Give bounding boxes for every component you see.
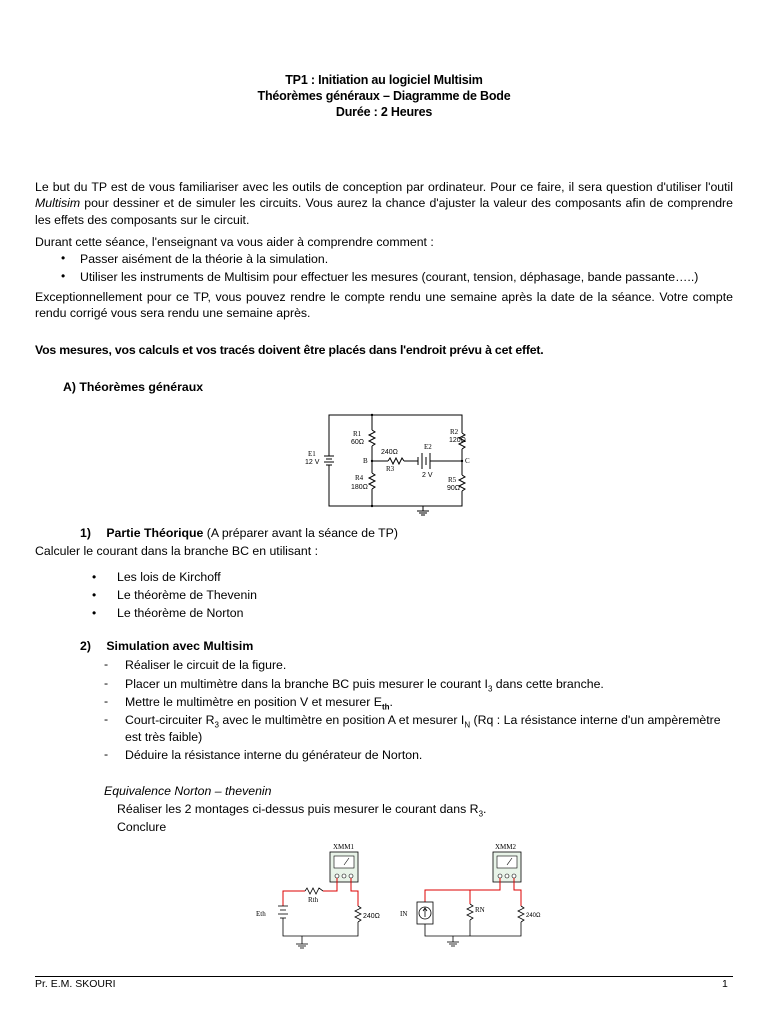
title-line-3: Durée : 2 Heures	[335, 105, 433, 119]
dash: -	[104, 712, 109, 726]
part-1-intro: Calculer le courant dans la branche BC en utilisant :	[35, 544, 318, 558]
label-eth: Eth	[256, 910, 266, 918]
intro-italic-multisim: Multisim	[35, 196, 81, 211]
part-1-heading	[80, 526, 398, 540]
bullet-dot: •	[61, 251, 66, 265]
footer-page-number: 1	[722, 978, 728, 990]
dash: -	[104, 657, 109, 671]
intro-paragraph-2: Durant cette séance, l'enseignant va vous aider à comprendre comment :	[35, 235, 434, 249]
equivalence-title: Equivalence Norton – thevenin	[104, 784, 272, 798]
intro-text-b: pour dessiner et de simuler les circuits. Vous aurez la chance d'ajuster la valeur des composants afin de comprendre les effets des composants sur le circuit.	[35, 196, 733, 227]
part-2-number: 2)	[80, 639, 91, 653]
dash: -	[104, 747, 109, 761]
label-rn: RN	[475, 906, 485, 914]
intro-paragraph	[35, 179, 733, 228]
equivalence-line-2: Conclure	[117, 820, 167, 834]
part-1-number: 1)	[80, 526, 91, 540]
label-r-240: 240Ω	[363, 913, 380, 920]
label-xmm1: XMM1	[333, 843, 355, 851]
label-node-c: C	[465, 457, 470, 465]
label-r4-value: 180Ω	[351, 484, 368, 491]
part-1-item-3: Le théorème de Norton	[117, 606, 244, 620]
page-header	[0, 72, 768, 120]
intro-bullet-1: Passer aisément de la théorie à la simulation.	[80, 252, 329, 266]
dash: -	[104, 694, 109, 708]
part-1-note: (A préparer avant la séance de TP)	[203, 526, 398, 540]
label-r1-value: 60Ω	[351, 439, 365, 446]
label-r2: R2	[450, 428, 459, 436]
step-5: Déduire la résistance interne du générateur de Norton.	[125, 748, 423, 762]
bullet-dot: •	[92, 606, 97, 620]
label-rth: Rth	[308, 896, 319, 904]
footer-author: Pr. E.M. SKOURI	[35, 978, 116, 990]
title-line-1: TP1 : Initiation au logiciel Multisim	[285, 73, 483, 87]
label-r4: R4	[355, 474, 364, 482]
footer-rule	[35, 976, 733, 977]
step-4: Court-circuiter $R_3$ avec le multimètre en position A et mesurer $I_N$ (Rq : La résistance interne d'un ampèremètre	[125, 713, 721, 730]
label-r3-value: 240Ω	[381, 449, 398, 456]
label-e1: E1	[308, 450, 316, 458]
label-e1-value: 12 V	[305, 459, 320, 466]
label-r-240-norton: 240Ω	[526, 913, 541, 919]
part-1-item-1: Les lois de Kirchoff	[117, 570, 221, 584]
label-r1: R1	[353, 430, 362, 438]
intro-bullet-2: Utiliser les instruments de Multisim pour effectuer les mesures (courant, tension, déphasage, bande passante…..)	[80, 270, 699, 284]
label-e2: E2	[424, 443, 432, 451]
label-r5: R5	[448, 476, 457, 484]
notice: Vos mesures, vos calculs et vos tracés doivent être placés dans l'endroit prévu à cet effet.	[35, 343, 544, 357]
label-r5-value: 90Ω	[447, 485, 461, 492]
label-node-b: B	[363, 457, 368, 465]
intro-text-a: Le but du TP est de vous familiariser avec les outils de conception par ordinateur. Pour ce faire, il sera question d'utiliser l'outil	[35, 180, 733, 194]
step-2: Placer un multimètre dans la branche BC puis mesurer le courant $I_3$ dans cette branche.	[125, 677, 604, 694]
step-4-cont: est très faible)	[125, 730, 203, 744]
part-1-item-2: Le théorème de Thevenin	[117, 588, 257, 602]
section-a-title: A) Théorèmes généraux	[63, 380, 204, 394]
dash: -	[104, 676, 109, 690]
bullet-dot: •	[92, 570, 97, 584]
equivalence-line-1: Réaliser les 2 montages ci-dessus puis mesurer le courant dans $R_3$.	[117, 802, 487, 819]
label-xmm2: XMM2	[495, 843, 517, 851]
label-e2-value: 2 V	[422, 472, 433, 479]
label-r2-value: 120Ω	[449, 437, 466, 444]
part-2-title: Simulation avec Multisim	[106, 639, 254, 653]
part-1-title: Partie Théorique	[106, 526, 204, 540]
circuit-diagram-thevenin	[250, 838, 380, 960]
bullet-dot: •	[61, 269, 66, 283]
circuit-diagram-1	[300, 408, 470, 520]
intro-paragraph-3: Exceptionnellement pour ce TP, vous pouvez rendre le compte rendu une semaine après la date de la séance. Votre compte rendu corrigé vous sera rendu une semaine après.	[35, 290, 733, 321]
label-in: IN	[400, 910, 408, 918]
title-line-2: Théorèmes généraux – Diagramme de Bode	[257, 89, 511, 103]
label-r3: R3	[386, 465, 395, 473]
step-3: Mettre le multimètre en position V et mesurer $E_{th}$.	[125, 695, 393, 712]
bullet-dot: •	[92, 588, 97, 602]
step-1: Réaliser le circuit de la figure.	[125, 658, 287, 672]
circuit-diagram-norton	[395, 838, 541, 960]
part-2-heading	[80, 639, 253, 653]
